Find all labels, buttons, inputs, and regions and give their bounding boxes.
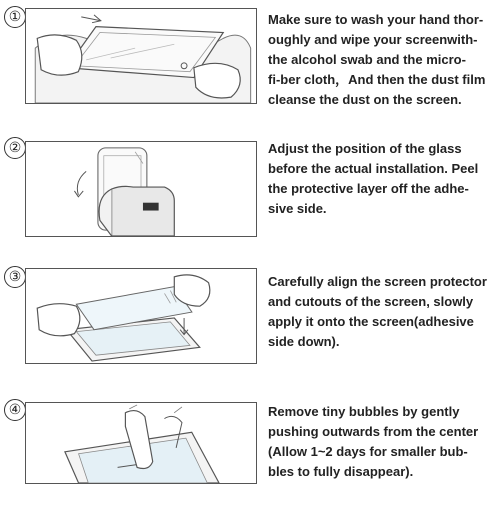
peel-film-illustration bbox=[25, 141, 257, 237]
step-1-line-2: oughly and wipe your screenwith- bbox=[268, 32, 478, 47]
step-3-line-3: apply it onto the screen(adhesive bbox=[268, 314, 474, 329]
step-1-line-3: the alcohol swab and the micro- bbox=[268, 52, 466, 67]
step-4 bbox=[0, 399, 498, 514]
remove-bubbles-illustration bbox=[25, 402, 257, 484]
step-2-text bbox=[268, 139, 496, 219]
step-1-text bbox=[268, 10, 496, 110]
wipe-screen-illustration bbox=[25, 8, 257, 104]
step-3-line-4: side down). bbox=[268, 334, 340, 349]
step-4-line-4: bles to fully disappear). bbox=[268, 464, 414, 479]
step-2-line-4: sive side. bbox=[268, 201, 327, 216]
step-1-line-4: fi-ber cloth，And then the dust film bbox=[268, 72, 486, 87]
step-3-line-1: Carefully align the screen protector bbox=[268, 274, 487, 289]
wipe-illustration-svg bbox=[26, 9, 256, 103]
step-number-3: ③ bbox=[4, 266, 26, 288]
step-3-line-2: and cutouts of the screen, slowly bbox=[268, 294, 474, 309]
step-4-line-2: pushing outwards from the center bbox=[268, 424, 479, 439]
align-illustration-svg bbox=[26, 269, 256, 363]
step-number-1: ① bbox=[4, 6, 26, 28]
step-2-line-3: the protective layer off the adhe- bbox=[268, 181, 469, 196]
step-1-line-5: cleanse the dust on the screen. bbox=[268, 92, 462, 107]
align-protector-illustration bbox=[25, 268, 257, 364]
bubbles-illustration-svg bbox=[26, 403, 256, 483]
step-3-text bbox=[268, 272, 496, 352]
step-2 bbox=[0, 137, 498, 252]
step-1 bbox=[0, 6, 498, 121]
step-1-line-1: Make sure to wash your hand thor- bbox=[268, 12, 484, 27]
step-2-line-1: Adjust the position of the glass bbox=[268, 141, 462, 156]
step-4-text bbox=[268, 402, 496, 482]
step-number-4: ④ bbox=[4, 399, 26, 421]
step-4-line-3: (Allow 1~2 days for smaller bub- bbox=[268, 444, 468, 459]
peel-illustration-svg bbox=[26, 142, 256, 236]
step-4-line-1: Remove tiny bubbles by gently bbox=[268, 404, 460, 419]
step-3 bbox=[0, 266, 498, 381]
step-number-2: ② bbox=[4, 137, 26, 159]
step-2-line-2: before the actual installation. Peel bbox=[268, 161, 479, 176]
